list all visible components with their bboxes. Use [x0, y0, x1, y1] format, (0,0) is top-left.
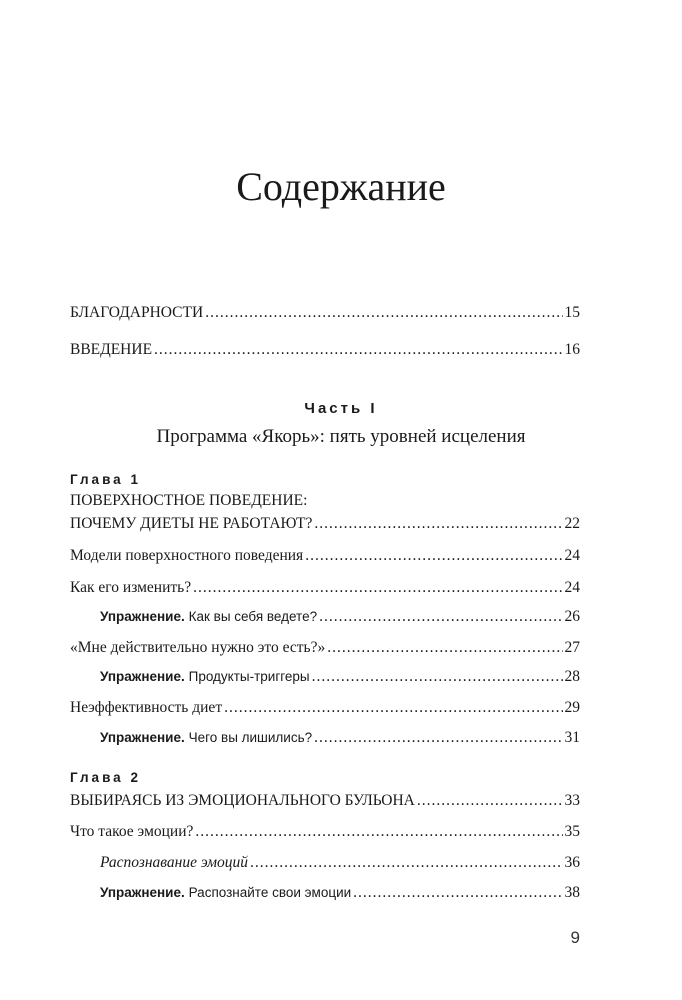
exercise-label: Упражнение. — [100, 669, 185, 684]
toc-entry[interactable] — [70, 577, 580, 599]
chapter-1-title-line1: ПОВЕРХНОСТНОЕ ПОВЕДЕНИЕ: — [70, 492, 308, 509]
toc-entry-title — [100, 666, 310, 688]
toc-leader-dots — [314, 513, 562, 535]
toc-leader-dots — [195, 821, 562, 843]
part-title: Программа «Якорь»: пять уровней исцеления — [156, 426, 526, 447]
toc-exercise-entry[interactable] — [100, 606, 580, 628]
exercise-label: Упражнение. — [100, 730, 185, 745]
toc-entry-chapter-1[interactable] — [70, 513, 580, 535]
toc-entry-introduction[interactable] — [70, 339, 580, 361]
exercise-title: Продукты-триггеры — [188, 669, 310, 684]
toc-entry-title — [100, 882, 351, 904]
toc-page-number: 31 — [564, 729, 580, 746]
toc-page-number: 26 — [564, 608, 580, 625]
toc-entry-title: «Мне действительно нужно это есть?» — [70, 639, 326, 656]
toc-leader-dots — [314, 727, 562, 749]
toc-leader-dots — [205, 302, 562, 324]
toc-entry-title: БЛАГОДАРНОСТИ — [70, 304, 204, 321]
toc-exercise-entry[interactable] — [100, 882, 580, 904]
toc-page-number: 36 — [564, 854, 580, 871]
toc-page-number: 28 — [564, 668, 580, 685]
toc-leader-dots — [224, 697, 562, 719]
toc-page-number: 35 — [564, 823, 580, 840]
toc-page-number: 27 — [564, 639, 580, 656]
chapter-2-label: Глава 2 — [70, 770, 141, 785]
exercise-label: Упражнение. — [100, 885, 185, 900]
toc-page-number: 29 — [564, 699, 580, 716]
exercise-label: Упражнение. — [100, 609, 185, 624]
toc-entry[interactable] — [70, 545, 580, 567]
toc-exercise-entry[interactable] — [100, 666, 580, 688]
toc-leader-dots — [312, 666, 563, 688]
page-title: Содержание — [236, 164, 446, 209]
toc-leader-dots — [305, 545, 562, 567]
toc-entry-title — [100, 606, 317, 628]
folio-page-number: 9 — [570, 928, 580, 947]
part-label: Часть I — [304, 400, 378, 417]
toc-entry-title: Распознавание эмоций — [100, 854, 248, 871]
toc-entry-chapter-2[interactable] — [70, 790, 580, 812]
exercise-title: Чего вы лишились? — [188, 730, 313, 745]
toc-page-number: 16 — [564, 341, 580, 358]
toc-leader-dots — [353, 882, 562, 904]
toc-leader-dots — [319, 606, 562, 628]
toc-page-number: 24 — [564, 547, 580, 564]
toc-entry[interactable] — [70, 821, 580, 843]
toc-entry-title: ПОЧЕМУ ДИЕТЫ НЕ РАБОТАЮТ? — [70, 515, 313, 532]
toc-leader-dots — [327, 637, 562, 659]
toc-leader-dots — [193, 577, 562, 599]
toc-page-number: 15 — [564, 304, 580, 321]
chapter-1-label: Глава 1 — [70, 472, 141, 487]
exercise-title: Как вы себя ведете? — [188, 609, 318, 624]
toc-leader-dots — [417, 790, 563, 812]
toc-page-number: 38 — [564, 884, 580, 901]
toc-leader-dots — [154, 339, 562, 361]
toc-leader-dots — [250, 852, 563, 874]
toc-entry[interactable] — [70, 697, 580, 719]
toc-page-number: 33 — [564, 792, 580, 809]
toc-entry-title — [100, 727, 312, 749]
toc-entry-title: Неэффективность диет — [70, 699, 223, 716]
toc-entry-title: Как его изменить? — [70, 579, 192, 596]
toc-entry-title: ВВЕДЕНИЕ — [70, 341, 153, 358]
toc-entry-title: Что такое эмоции? — [70, 823, 194, 840]
toc-entry-title: ВЫБИРАЯСЬ ИЗ ЭМОЦИОНАЛЬНОГО БУЛЬОНА — [70, 792, 415, 809]
exercise-title: Распознайте свои эмоции — [188, 885, 352, 900]
toc-page-number: 22 — [564, 515, 580, 532]
toc-exercise-entry[interactable] — [100, 727, 580, 749]
toc-page-number: 24 — [564, 579, 580, 596]
toc-subentry[interactable] — [100, 852, 580, 874]
toc-entry-acknowledgements[interactable] — [70, 302, 580, 324]
toc-entry[interactable] — [70, 637, 580, 659]
toc-entry-title: Модели поверхностного поведения — [70, 547, 304, 564]
